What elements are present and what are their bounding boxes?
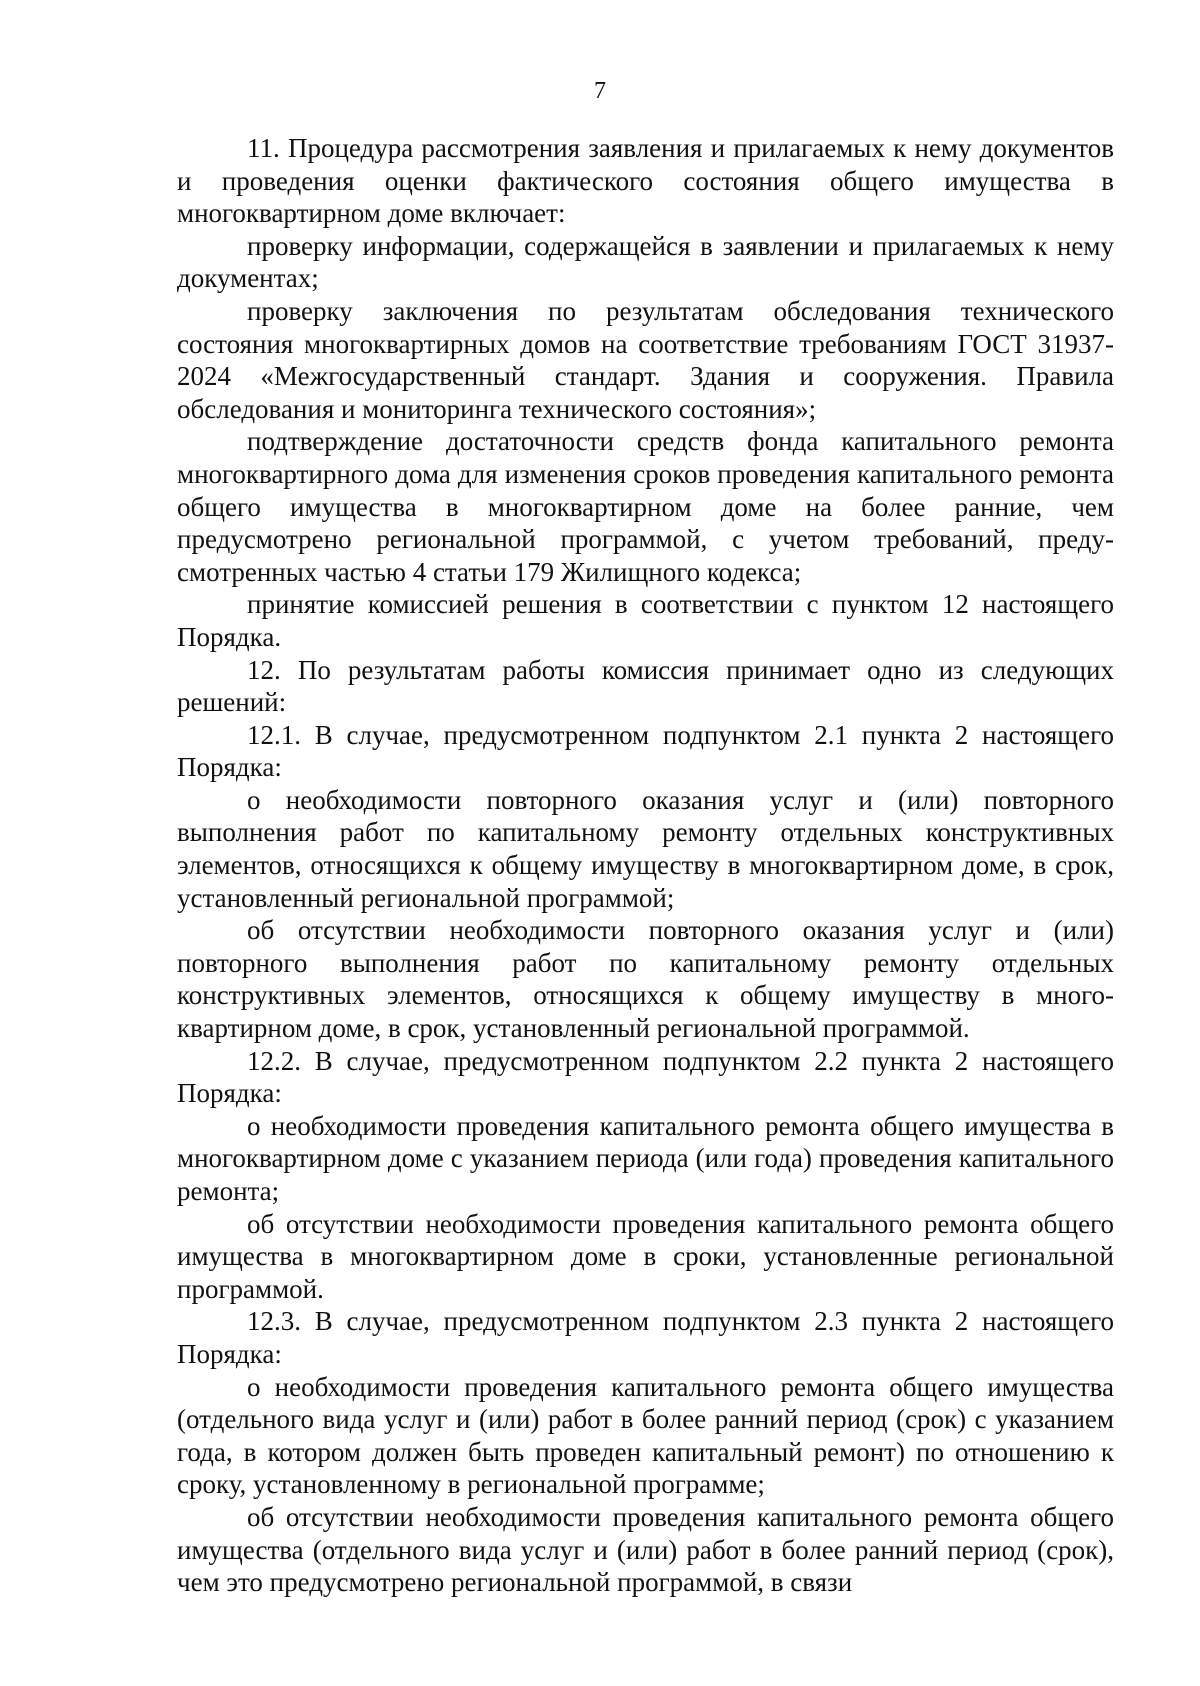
paragraph: о необходимости проведения капитального ремонта общего имущества (отдельного вида услуг и (или) работ в более ранний период (срок) с указанием года, в котором должен быть проведен капитальный ремонт) по отношению к сроку, установленному в региональной программе;	[177, 1371, 1114, 1500]
paragraph: 12. По результатам работы комиссия принимает одно из следующих решений:	[177, 654, 1114, 718]
paragraph: проверку информации, содержащейся в заявлении и прилагаемых к нему документах;	[177, 230, 1114, 294]
paragraph: 12.2. В случае, предусмотренном подпунктом 2.2 пункта 2 настоящего Порядка:	[177, 1045, 1114, 1109]
paragraph: об отсутствии необходимости проведения капитального ремонта общего имущества в многоквартирном доме в сроки, установленные региональной программой.	[177, 1208, 1114, 1304]
paragraph: 12.3. В случае, предусмотренном подпунктом 2.3 пункта 2 настоящего Порядка:	[177, 1306, 1114, 1369]
paragraph: об отсутствии необходимости повторного оказания услуг и (или) повторного выполнения работ по капитальному ремонту отдельных конструктивных элементов, относящихся к общему имуществу в много-квартирном доме, в срок, установленный региональной программой.	[177, 915, 1114, 1044]
paragraph: об отсутствии необходимости проведения капитального ремонта общего имущества (отдельного вида услуг и (или) работ в более ранний период (срок), чем это предусмотрено региональной программой, в связи	[177, 1501, 1114, 1598]
paragraph: 12.1. В случае, предусмотренном подпунктом 2.1 пункта 2 настоящего Порядка:	[177, 719, 1114, 783]
paragraph: принятие комиссией решения в соответствии с пунктом 12 настоящего Порядка.	[177, 589, 1114, 652]
paragraph: о необходимости повторного оказания услуг и (или) повторного выполнения работ по капитальному ремонту отдельных конструктивных элементов, относящихся к общему имуществу в многоквартирном доме, в срок, установленный региональной программой;	[177, 784, 1114, 913]
paragraph: о необходимости проведения капитального ремонта общего имущества в многоквартирном доме с указанием периода (или года) проведения капитального ремонта;	[177, 1110, 1114, 1206]
page-number: 7	[594, 78, 606, 104]
paragraph: 11. Процедура рассмотрения заявления и прилагаемых к нему документов и проведения оценки фактического состояния общего имущества в многоквартирном доме включает:	[177, 133, 1114, 229]
paragraph: подтверждение достаточности средств фонда капитального ремонта многоквартирного дома для изменения сроков проведения капитального ремонта общего имущества в многоквартирном доме на более ранние, чем предусмотрено региональной программой, с учетом требований, преду-смотренных частью 4 статьи 179 Жилищного кодекса;	[177, 426, 1114, 587]
document-body	[177, 132, 1114, 1599]
paragraph: проверку заключения по результатам обследования технического состояния многоквартирных домов на соответствие требованиям ГОСТ 31937-2024 «Межгосударственный стандарт. Здания и сооружения. Правила обследования и мониторинга технического состояния»;	[177, 295, 1114, 424]
